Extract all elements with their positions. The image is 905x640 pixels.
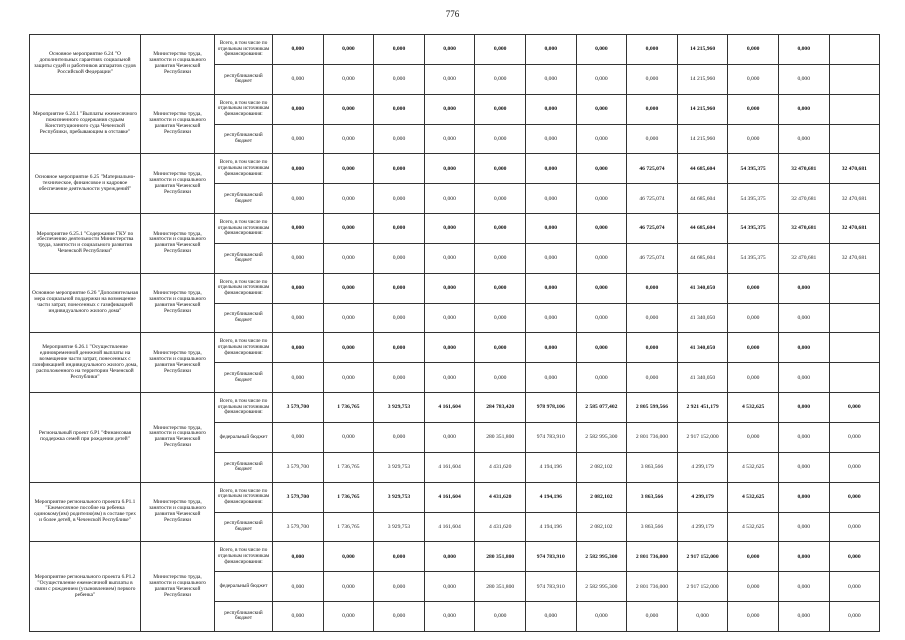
amount-cell: 0,000 bbox=[323, 602, 374, 632]
amount-cell: 0,000 bbox=[374, 35, 425, 65]
amount-cell: 4 431,620 bbox=[475, 512, 526, 542]
table-row bbox=[30, 94, 880, 124]
amount-cell: 44 685,604 bbox=[677, 154, 728, 184]
amount-cell: 0,000 bbox=[475, 184, 526, 214]
amount-cell: 0,000 bbox=[424, 214, 475, 244]
amount-cell: 0,000 bbox=[728, 273, 779, 303]
amount-cell: 0,000 bbox=[424, 154, 475, 184]
amount-cell: 0,000 bbox=[525, 243, 576, 273]
amount-cell: 44 685,604 bbox=[677, 243, 728, 273]
amount-cell: 0,000 bbox=[778, 35, 829, 65]
amount-cell: 0,000 bbox=[576, 363, 627, 393]
amount-cell: 0,000 bbox=[576, 273, 627, 303]
amount-cell: 0,000 bbox=[273, 154, 324, 184]
amount-cell: 974 783,910 bbox=[525, 572, 576, 602]
amount-cell: 0,000 bbox=[475, 273, 526, 303]
responsible-executor: Министерство труда, занятости и социального развития Чеченской Республики bbox=[141, 333, 215, 393]
amount-cell: 3 579,700 bbox=[273, 512, 324, 542]
amount-cell: 54 395,375 bbox=[728, 243, 779, 273]
funding-source: Всего, в том числе по отдельным источникам финансирования: bbox=[215, 273, 273, 303]
amount-cell: 0,000 bbox=[323, 214, 374, 244]
amount-cell: 0,000 bbox=[475, 333, 526, 363]
amount-cell: 0,000 bbox=[576, 303, 627, 333]
amount-cell: 2 801 736,000 bbox=[627, 572, 678, 602]
amount-cell: 0,000 bbox=[778, 602, 829, 632]
amount-cell: 2 582 995,300 bbox=[576, 422, 627, 452]
amount-cell: 32 470,681 bbox=[778, 154, 829, 184]
amount-cell: 1 736,765 bbox=[323, 512, 374, 542]
amount-cell: 44 685,604 bbox=[677, 184, 728, 214]
amount-cell: 14 215,960 bbox=[677, 124, 728, 154]
funding-source: республиканский бюджет bbox=[215, 303, 273, 333]
activity-name: Мероприятие 6.26.1 "Осуществление единовременной денежной выплаты на возмещение части затрат, понесенных с газификацией индивидуального жилого дома, расположенного на территории Чеченской Республики" bbox=[30, 333, 141, 393]
amount-cell: 0,000 bbox=[627, 363, 678, 393]
funding-source: Всего, в том числе по отдельным источникам финансирования: bbox=[215, 542, 273, 572]
amount-cell: 0,000 bbox=[374, 602, 425, 632]
amount-cell: 2 917 152,000 bbox=[677, 542, 728, 572]
activity-name: Основное мероприятие 6.26 "Дополнительная мера социальной поддержки на возмещение части затрат, понесенных с газификацией индивидуального жилого дома" bbox=[30, 273, 141, 333]
amount-cell: 2 917 152,000 bbox=[677, 572, 728, 602]
amount-cell: 0,000 bbox=[424, 542, 475, 572]
funding-source: республиканский бюджет bbox=[215, 243, 273, 273]
amount-cell: 0,000 bbox=[576, 124, 627, 154]
amount-cell: 4 532,625 bbox=[728, 393, 779, 423]
amount-cell: 0,000 bbox=[576, 184, 627, 214]
amount-cell: 14 215,960 bbox=[677, 64, 728, 94]
amount-cell: 41 340,050 bbox=[677, 273, 728, 303]
amount-cell: 44 685,604 bbox=[677, 214, 728, 244]
amount-cell: 0,000 bbox=[323, 422, 374, 452]
amount-cell: 0,000 bbox=[829, 572, 880, 602]
amount-cell: 0,000 bbox=[475, 35, 526, 65]
amount-cell bbox=[829, 303, 880, 333]
amount-cell: 0,000 bbox=[374, 542, 425, 572]
amount-cell: 41 340,050 bbox=[677, 363, 728, 393]
amount-cell: 0,000 bbox=[778, 393, 829, 423]
amount-cell: 2 582 995,300 bbox=[576, 572, 627, 602]
amount-cell: 0,000 bbox=[778, 482, 829, 512]
amount-cell: 0,000 bbox=[273, 303, 324, 333]
amount-cell: 0,000 bbox=[273, 333, 324, 363]
amount-cell: 0,000 bbox=[273, 542, 324, 572]
funding-source: Всего, в том числе по отдельным источникам финансирования: bbox=[215, 482, 273, 512]
responsible-executor: Министерство труда, занятости и социального развития Чеченской Республики bbox=[141, 35, 215, 95]
amount-cell: 0,000 bbox=[323, 35, 374, 65]
amount-cell: 2 585 077,402 bbox=[576, 393, 627, 423]
amount-cell: 0,000 bbox=[728, 542, 779, 572]
amount-cell: 0,000 bbox=[323, 124, 374, 154]
amount-cell: 0,000 bbox=[627, 124, 678, 154]
amount-cell: 0,000 bbox=[273, 124, 324, 154]
amount-cell: 4 299,179 bbox=[677, 512, 728, 542]
amount-cell: 0,000 bbox=[374, 124, 425, 154]
responsible-executor: Министерство труда, занятости и социального развития Чеченской Республики bbox=[141, 94, 215, 154]
amount-cell: 978 978,106 bbox=[525, 393, 576, 423]
amount-cell: 0,000 bbox=[525, 184, 576, 214]
amount-cell: 4 161,604 bbox=[424, 452, 475, 482]
amount-cell: 0,000 bbox=[374, 273, 425, 303]
amount-cell: 4 161,604 bbox=[424, 393, 475, 423]
amount-cell: 0,000 bbox=[627, 273, 678, 303]
funding-source: Всего, в том числе по отдельным источникам финансирования: bbox=[215, 94, 273, 124]
responsible-executor: Министерство труда, занятости и социального развития Чеченской Республики bbox=[141, 482, 215, 542]
amount-cell: 0,000 bbox=[627, 35, 678, 65]
responsible-executor: Министерство труда, занятости и социального развития Чеченской Республики bbox=[141, 393, 215, 483]
amount-cell: 0,000 bbox=[627, 602, 678, 632]
amount-cell: 41 340,050 bbox=[677, 303, 728, 333]
amount-cell: 32 470,681 bbox=[829, 154, 880, 184]
amount-cell: 0,000 bbox=[323, 154, 374, 184]
amount-cell: 0,000 bbox=[475, 303, 526, 333]
amount-cell: 0,000 bbox=[677, 602, 728, 632]
amount-cell: 0,000 bbox=[525, 273, 576, 303]
funding-source: республиканский бюджет bbox=[215, 184, 273, 214]
amount-cell: 0,000 bbox=[829, 602, 880, 632]
amount-cell: 4 299,179 bbox=[677, 452, 728, 482]
amount-cell: 0,000 bbox=[829, 422, 880, 452]
amount-cell: 0,000 bbox=[576, 35, 627, 65]
amount-cell: 2 082,102 bbox=[576, 482, 627, 512]
page-number: 776 bbox=[445, 9, 460, 19]
amount-cell: 0,000 bbox=[728, 303, 779, 333]
amount-cell: 0,000 bbox=[728, 422, 779, 452]
amount-cell: 0,000 bbox=[323, 303, 374, 333]
amount-cell: 0,000 bbox=[627, 333, 678, 363]
amount-cell: 1 736,765 bbox=[323, 482, 374, 512]
amount-cell: 0,000 bbox=[525, 35, 576, 65]
amount-cell: 0,000 bbox=[778, 124, 829, 154]
amount-cell: 0,000 bbox=[576, 602, 627, 632]
amount-cell: 32 470,681 bbox=[829, 243, 880, 273]
responsible-executor: Министерство труда, занятости и социального развития Чеченской Республики bbox=[141, 214, 215, 274]
amount-cell: 32 470,681 bbox=[778, 184, 829, 214]
amount-cell: 0,000 bbox=[374, 422, 425, 452]
amount-cell: 0,000 bbox=[576, 154, 627, 184]
amount-cell: 280 351,800 bbox=[475, 422, 526, 452]
amount-cell: 0,000 bbox=[475, 124, 526, 154]
amount-cell: 14 215,960 bbox=[677, 94, 728, 124]
amount-cell: 0,000 bbox=[829, 393, 880, 423]
amount-cell: 2 082,102 bbox=[576, 512, 627, 542]
amount-cell: 0,000 bbox=[424, 273, 475, 303]
amount-cell: 0,000 bbox=[778, 422, 829, 452]
funding-source: Всего, в том числе по отдельным источникам финансирования: bbox=[215, 35, 273, 65]
amount-cell: 32 470,681 bbox=[778, 214, 829, 244]
amount-cell: 0,000 bbox=[424, 35, 475, 65]
amount-cell: 0,000 bbox=[778, 452, 829, 482]
amount-cell: 0,000 bbox=[374, 64, 425, 94]
amount-cell: 0,000 bbox=[525, 363, 576, 393]
table-row bbox=[30, 542, 880, 572]
table-row bbox=[30, 154, 880, 184]
amount-cell: 0,000 bbox=[273, 243, 324, 273]
amount-cell: 0,000 bbox=[778, 303, 829, 333]
amount-cell: 0,000 bbox=[525, 333, 576, 363]
amount-cell: 46 725,074 bbox=[627, 214, 678, 244]
amount-cell: 0,000 bbox=[374, 184, 425, 214]
funding-source: Всего, в том числе по отдельным источникам финансирования: bbox=[215, 393, 273, 423]
amount-cell: 0,000 bbox=[273, 214, 324, 244]
amount-cell: 0,000 bbox=[323, 184, 374, 214]
table-row bbox=[30, 35, 880, 65]
amount-cell: 0,000 bbox=[728, 94, 779, 124]
funding-source: республиканский бюджет bbox=[215, 602, 273, 632]
amount-cell: 2 082,102 bbox=[576, 452, 627, 482]
amount-cell: 0,000 bbox=[525, 154, 576, 184]
amount-cell: 4 532,625 bbox=[728, 482, 779, 512]
amount-cell: 0,000 bbox=[424, 422, 475, 452]
amount-cell: 0,000 bbox=[374, 214, 425, 244]
amount-cell: 3 579,700 bbox=[273, 393, 324, 423]
amount-cell: 0,000 bbox=[424, 94, 475, 124]
amount-cell: 0,000 bbox=[778, 273, 829, 303]
amount-cell: 0,000 bbox=[374, 572, 425, 602]
amount-cell: 3 863,566 bbox=[627, 452, 678, 482]
amount-cell: 0,000 bbox=[627, 64, 678, 94]
amount-cell: 4 161,604 bbox=[424, 512, 475, 542]
amount-cell: 0,000 bbox=[424, 602, 475, 632]
amount-cell: 0,000 bbox=[525, 124, 576, 154]
amount-cell: 0,000 bbox=[273, 94, 324, 124]
amount-cell: 46 725,074 bbox=[627, 184, 678, 214]
amount-cell: 32 470,681 bbox=[778, 243, 829, 273]
amount-cell: 3 929,753 bbox=[374, 393, 425, 423]
amount-cell: 0,000 bbox=[475, 602, 526, 632]
amount-cell: 0,000 bbox=[323, 243, 374, 273]
amount-cell: 0,000 bbox=[273, 64, 324, 94]
responsible-executor: Министерство труда, занятости и социального развития Чеченской Республики bbox=[141, 154, 215, 214]
amount-cell: 0,000 bbox=[475, 94, 526, 124]
amount-cell: 0,000 bbox=[424, 303, 475, 333]
amount-cell: 0,000 bbox=[374, 363, 425, 393]
amount-cell: 2 805 599,566 bbox=[627, 393, 678, 423]
amount-cell: 54 395,375 bbox=[728, 214, 779, 244]
amount-cell: 1 736,765 bbox=[323, 393, 374, 423]
amount-cell: 0,000 bbox=[374, 243, 425, 273]
amount-cell: 2 801 736,000 bbox=[627, 542, 678, 572]
amount-cell: 0,000 bbox=[323, 572, 374, 602]
amount-cell: 3 863,566 bbox=[627, 482, 678, 512]
amount-cell: 0,000 bbox=[778, 94, 829, 124]
amount-cell: 54 395,375 bbox=[728, 184, 779, 214]
amount-cell: 0,000 bbox=[323, 363, 374, 393]
activity-name: Мероприятие регионального проекта 6.Р1.2 "Осуществление ежемесячной выплаты в связи с рождением (усыновлением) первого ребенка" bbox=[30, 542, 141, 632]
amount-cell: 0,000 bbox=[576, 214, 627, 244]
amount-cell: 0,000 bbox=[475, 154, 526, 184]
amount-cell: 0,000 bbox=[273, 422, 324, 452]
amount-cell: 0,000 bbox=[424, 124, 475, 154]
amount-cell: 0,000 bbox=[778, 512, 829, 542]
amount-cell: 0,000 bbox=[323, 333, 374, 363]
amount-cell: 41 340,050 bbox=[677, 333, 728, 363]
table-row bbox=[30, 214, 880, 244]
amount-cell: 4 161,604 bbox=[424, 482, 475, 512]
amount-cell: 0,000 bbox=[273, 572, 324, 602]
amount-cell: 0,000 bbox=[576, 243, 627, 273]
amount-cell: 0,000 bbox=[829, 452, 880, 482]
activity-name: Мероприятие регионального проекта 6.Р1.1 "Ежемесячное пособие на ребенка одинокому(им) родителю(ям) в составе трех и более детей, в Чеченской Республике" bbox=[30, 482, 141, 542]
amount-cell: 4 194,196 bbox=[525, 512, 576, 542]
responsible-executor: Министерство труда, занятости и социального развития Чеченской Республики bbox=[141, 273, 215, 333]
amount-cell: 0,000 bbox=[424, 363, 475, 393]
funding-source: федеральный бюджет bbox=[215, 572, 273, 602]
amount-cell: 0,000 bbox=[525, 64, 576, 94]
amount-cell: 0,000 bbox=[525, 602, 576, 632]
amount-cell: 46 725,074 bbox=[627, 243, 678, 273]
amount-cell: 0,000 bbox=[374, 154, 425, 184]
amount-cell: 0,000 bbox=[525, 94, 576, 124]
activity-name: Региональный проект 6.Р1 "Финансовая поддержка семей при рождении детей" bbox=[30, 393, 141, 483]
amount-cell: 0,000 bbox=[424, 184, 475, 214]
amount-cell: 4 532,625 bbox=[728, 452, 779, 482]
funding-source: республиканский бюджет bbox=[215, 124, 273, 154]
amount-cell: 0,000 bbox=[778, 572, 829, 602]
amount-cell: 0,000 bbox=[374, 303, 425, 333]
amount-cell: 0,000 bbox=[627, 94, 678, 124]
amount-cell: 4 532,625 bbox=[728, 512, 779, 542]
amount-cell: 0,000 bbox=[273, 35, 324, 65]
responsible-executor: Министерство труда, занятости и социального развития Чеченской Республики bbox=[141, 542, 215, 632]
amount-cell: 0,000 bbox=[728, 35, 779, 65]
amount-cell: 0,000 bbox=[323, 542, 374, 572]
amount-cell: 1 736,765 bbox=[323, 452, 374, 482]
amount-cell: 0,000 bbox=[273, 273, 324, 303]
amount-cell: 0,000 bbox=[323, 273, 374, 303]
amount-cell: 0,000 bbox=[728, 333, 779, 363]
funding-source: республиканский бюджет bbox=[215, 363, 273, 393]
amount-cell: 0,000 bbox=[273, 363, 324, 393]
amount-cell: 0,000 bbox=[273, 602, 324, 632]
amount-cell: 0,000 bbox=[778, 333, 829, 363]
amount-cell: 0,000 bbox=[374, 94, 425, 124]
amount-cell: 0,000 bbox=[475, 243, 526, 273]
amount-cell: 974 783,910 bbox=[525, 422, 576, 452]
funding-source: республиканский бюджет bbox=[215, 512, 273, 542]
amount-cell: 0,000 bbox=[728, 572, 779, 602]
amount-cell bbox=[829, 333, 880, 363]
amount-cell: 4 194,196 bbox=[525, 452, 576, 482]
amount-cell: 284 783,420 bbox=[475, 393, 526, 423]
amount-cell: 0,000 bbox=[778, 363, 829, 393]
amount-cell: 4 299,179 bbox=[677, 482, 728, 512]
funding-source: республиканский бюджет bbox=[215, 452, 273, 482]
amount-cell: 280 351,800 bbox=[475, 572, 526, 602]
funding-source: республиканский бюджет bbox=[215, 64, 273, 94]
amount-cell: 4 194,196 bbox=[525, 482, 576, 512]
amount-cell: 0,000 bbox=[424, 333, 475, 363]
amount-cell: 3 863,566 bbox=[627, 512, 678, 542]
budget-table bbox=[29, 34, 880, 632]
amount-cell: 32 470,681 bbox=[829, 214, 880, 244]
amount-cell: 4 431,620 bbox=[475, 482, 526, 512]
amount-cell: 0,000 bbox=[576, 94, 627, 124]
amount-cell: 0,000 bbox=[829, 512, 880, 542]
amount-cell: 0,000 bbox=[627, 303, 678, 333]
amount-cell: 3 929,753 bbox=[374, 452, 425, 482]
amount-cell: 54 395,375 bbox=[728, 154, 779, 184]
amount-cell: 0,000 bbox=[728, 124, 779, 154]
amount-cell bbox=[829, 124, 880, 154]
amount-cell: 0,000 bbox=[323, 94, 374, 124]
amount-cell bbox=[829, 273, 880, 303]
amount-cell: 3 579,700 bbox=[273, 452, 324, 482]
amount-cell: 32 470,681 bbox=[829, 184, 880, 214]
amount-cell: 2 917 152,000 bbox=[677, 422, 728, 452]
amount-cell: 0,000 bbox=[576, 64, 627, 94]
amount-cell: 46 725,074 bbox=[627, 154, 678, 184]
amount-cell: 974 783,910 bbox=[525, 542, 576, 572]
amount-cell: 0,000 bbox=[475, 214, 526, 244]
amount-cell: 0,000 bbox=[424, 572, 475, 602]
amount-cell: 3 929,753 bbox=[374, 482, 425, 512]
amount-cell: 0,000 bbox=[374, 333, 425, 363]
amount-cell bbox=[829, 35, 880, 65]
table-row bbox=[30, 273, 880, 303]
amount-cell: 0,000 bbox=[778, 542, 829, 572]
activity-name: Основное мероприятие 6.25 "Материально-техническое, финансовое и кадровое обеспечение деятельности учреждений" bbox=[30, 154, 141, 214]
amount-cell: 0,000 bbox=[778, 64, 829, 94]
amount-cell bbox=[829, 64, 880, 94]
funding-source: федеральный бюджет bbox=[215, 422, 273, 452]
amount-cell bbox=[829, 363, 880, 393]
amount-cell: 280 351,800 bbox=[475, 542, 526, 572]
amount-cell: 0,000 bbox=[525, 214, 576, 244]
amount-cell: 0,000 bbox=[323, 64, 374, 94]
amount-cell: 0,000 bbox=[728, 363, 779, 393]
amount-cell: 0,000 bbox=[273, 184, 324, 214]
amount-cell: 3 579,700 bbox=[273, 482, 324, 512]
amount-cell: 2 582 995,300 bbox=[576, 542, 627, 572]
amount-cell: 0,000 bbox=[475, 363, 526, 393]
amount-cell: 0,000 bbox=[728, 602, 779, 632]
table-row bbox=[30, 333, 880, 363]
activity-name: Мероприятие 6.24.1 "Выплаты ежемесячного пожизненного содержания судьям Конституционного суда Чеченской Республики, пребывающим в отставке" bbox=[30, 94, 141, 154]
amount-cell: 0,000 bbox=[829, 542, 880, 572]
funding-source: Всего, в том числе по отдельным источникам финансирования: bbox=[215, 333, 273, 363]
table-row bbox=[30, 393, 880, 423]
amount-cell: 3 929,753 bbox=[374, 512, 425, 542]
amount-cell: 0,000 bbox=[829, 482, 880, 512]
amount-cell: 14 215,960 bbox=[677, 35, 728, 65]
amount-cell: 0,000 bbox=[424, 243, 475, 273]
amount-cell: 0,000 bbox=[475, 64, 526, 94]
amount-cell: 0,000 bbox=[576, 333, 627, 363]
amount-cell bbox=[829, 94, 880, 124]
amount-cell: 0,000 bbox=[728, 64, 779, 94]
amount-cell: 0,000 bbox=[525, 303, 576, 333]
activity-name: Мероприятие 6.25.1 "Содержание ГКУ по обеспечению деятельности Министерства труда, занятости и социального развития Чеченской Республики" bbox=[30, 214, 141, 274]
amount-cell: 0,000 bbox=[424, 64, 475, 94]
table-row bbox=[30, 482, 880, 512]
amount-cell: 2 921 451,179 bbox=[677, 393, 728, 423]
funding-source: Всего, в том числе по отдельным источникам финансирования: bbox=[215, 154, 273, 184]
activity-name: Основное мероприятие 6.24 "О дополнительных гарантиях социальной защиты судей и работников аппаратов судов Российской Федерации" bbox=[30, 35, 141, 95]
amount-cell: 4 431,620 bbox=[475, 452, 526, 482]
amount-cell: 2 801 736,000 bbox=[627, 422, 678, 452]
funding-source: Всего, в том числе по отдельным источникам финансирования: bbox=[215, 214, 273, 244]
